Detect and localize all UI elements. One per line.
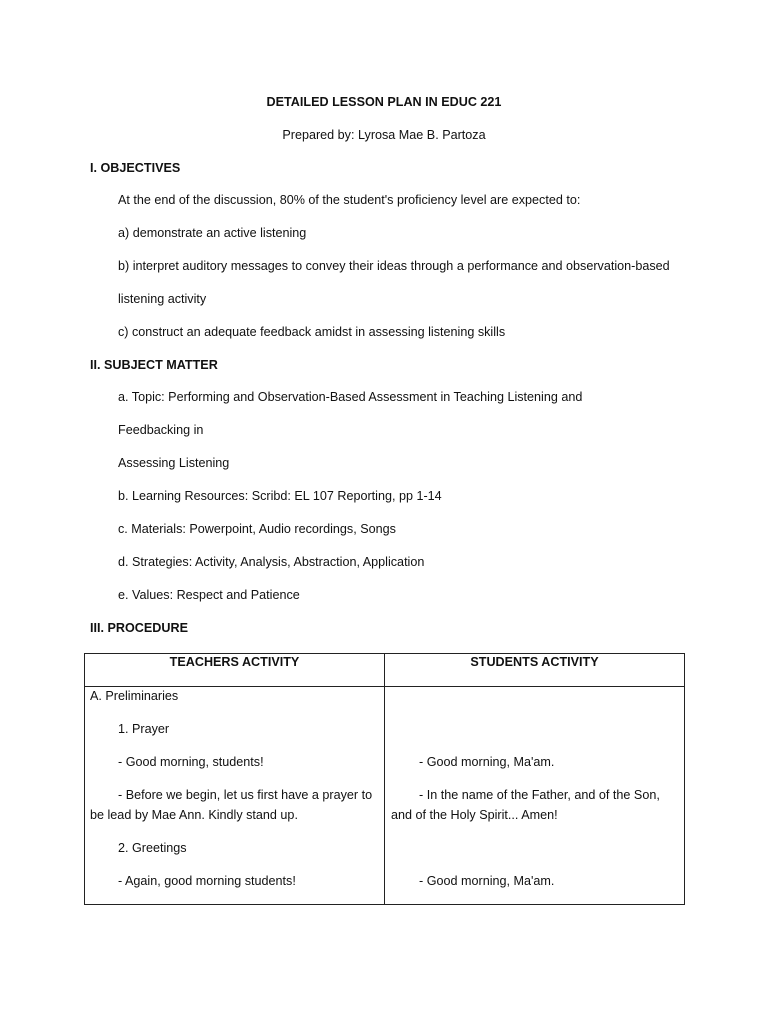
document-title: DETAILED LESSON PLAN IN EDUC 221 — [266, 95, 502, 109]
objective-item-continuation: listening activity — [118, 292, 207, 306]
prayer-label: 1. Prayer — [118, 722, 170, 736]
subject-item-resources: b. Learning Resources: Scribd: EL 107 Reporting, pp 1-14 — [118, 489, 442, 503]
subject-item-materials: c. Materials: Powerpoint, Audio recordings, Songs — [118, 522, 396, 536]
greetings-label: 2. Greetings — [118, 841, 187, 855]
teacher-greeting: - Good morning, students! — [118, 755, 264, 769]
subject-item-topic-continuation: Feedbacking in — [118, 423, 204, 437]
students-activity-header: STUDENTS ACTIVITY — [470, 655, 599, 669]
prepared-by: Prepared by: Lyrosa Mae B. Partoza — [282, 128, 486, 142]
teacher-prayer-instruction-continuation: be lead by Mae Ann. Kindly stand up. — [90, 808, 298, 822]
student-prayer-continuation: and of the Holy Spirit... Amen! — [391, 808, 558, 822]
objectives-heading: I. OBJECTIVES — [90, 161, 181, 175]
procedure-table — [84, 653, 685, 905]
teacher-greeting-again: - Again, good morning students! — [118, 874, 296, 888]
objective-item: c) construct an adequate feedback amidst in assessing listening skills — [118, 325, 506, 339]
subject-item-strategies: d. Strategies: Activity, Analysis, Abstraction, Application — [118, 555, 425, 569]
subject-matter-heading: II. SUBJECT MATTER — [90, 358, 218, 372]
student-reply: - Good morning, Ma'am. — [419, 755, 555, 769]
subject-item-topic: a. Topic: Performing and Observation-Based Assessment in Teaching Listening and — [118, 390, 583, 404]
teacher-prayer-instruction: - Before we begin, let us first have a prayer to — [118, 788, 373, 802]
student-prayer: - In the name of the Father, and of the Son, — [419, 788, 660, 802]
subject-item-values: e. Values: Respect and Patience — [118, 588, 300, 602]
preliminaries-label: A. Preliminaries — [90, 689, 179, 703]
column-divider — [384, 654, 385, 904]
student-reply-again: - Good morning, Ma'am. — [419, 874, 555, 888]
objective-item: b) interpret auditory messages to convey their ideas through a performance and observation-based — [118, 259, 670, 273]
procedure-heading: III. PROCEDURE — [90, 621, 188, 635]
header-divider — [85, 686, 684, 687]
objective-item: a) demonstrate an active listening — [118, 226, 307, 240]
objectives-intro: At the end of the discussion, 80% of the student's proficiency level are expected to: — [118, 193, 581, 207]
teachers-activity-header: TEACHERS ACTIVITY — [169, 655, 300, 669]
subject-item-topic-continuation: Assessing Listening — [118, 456, 230, 470]
